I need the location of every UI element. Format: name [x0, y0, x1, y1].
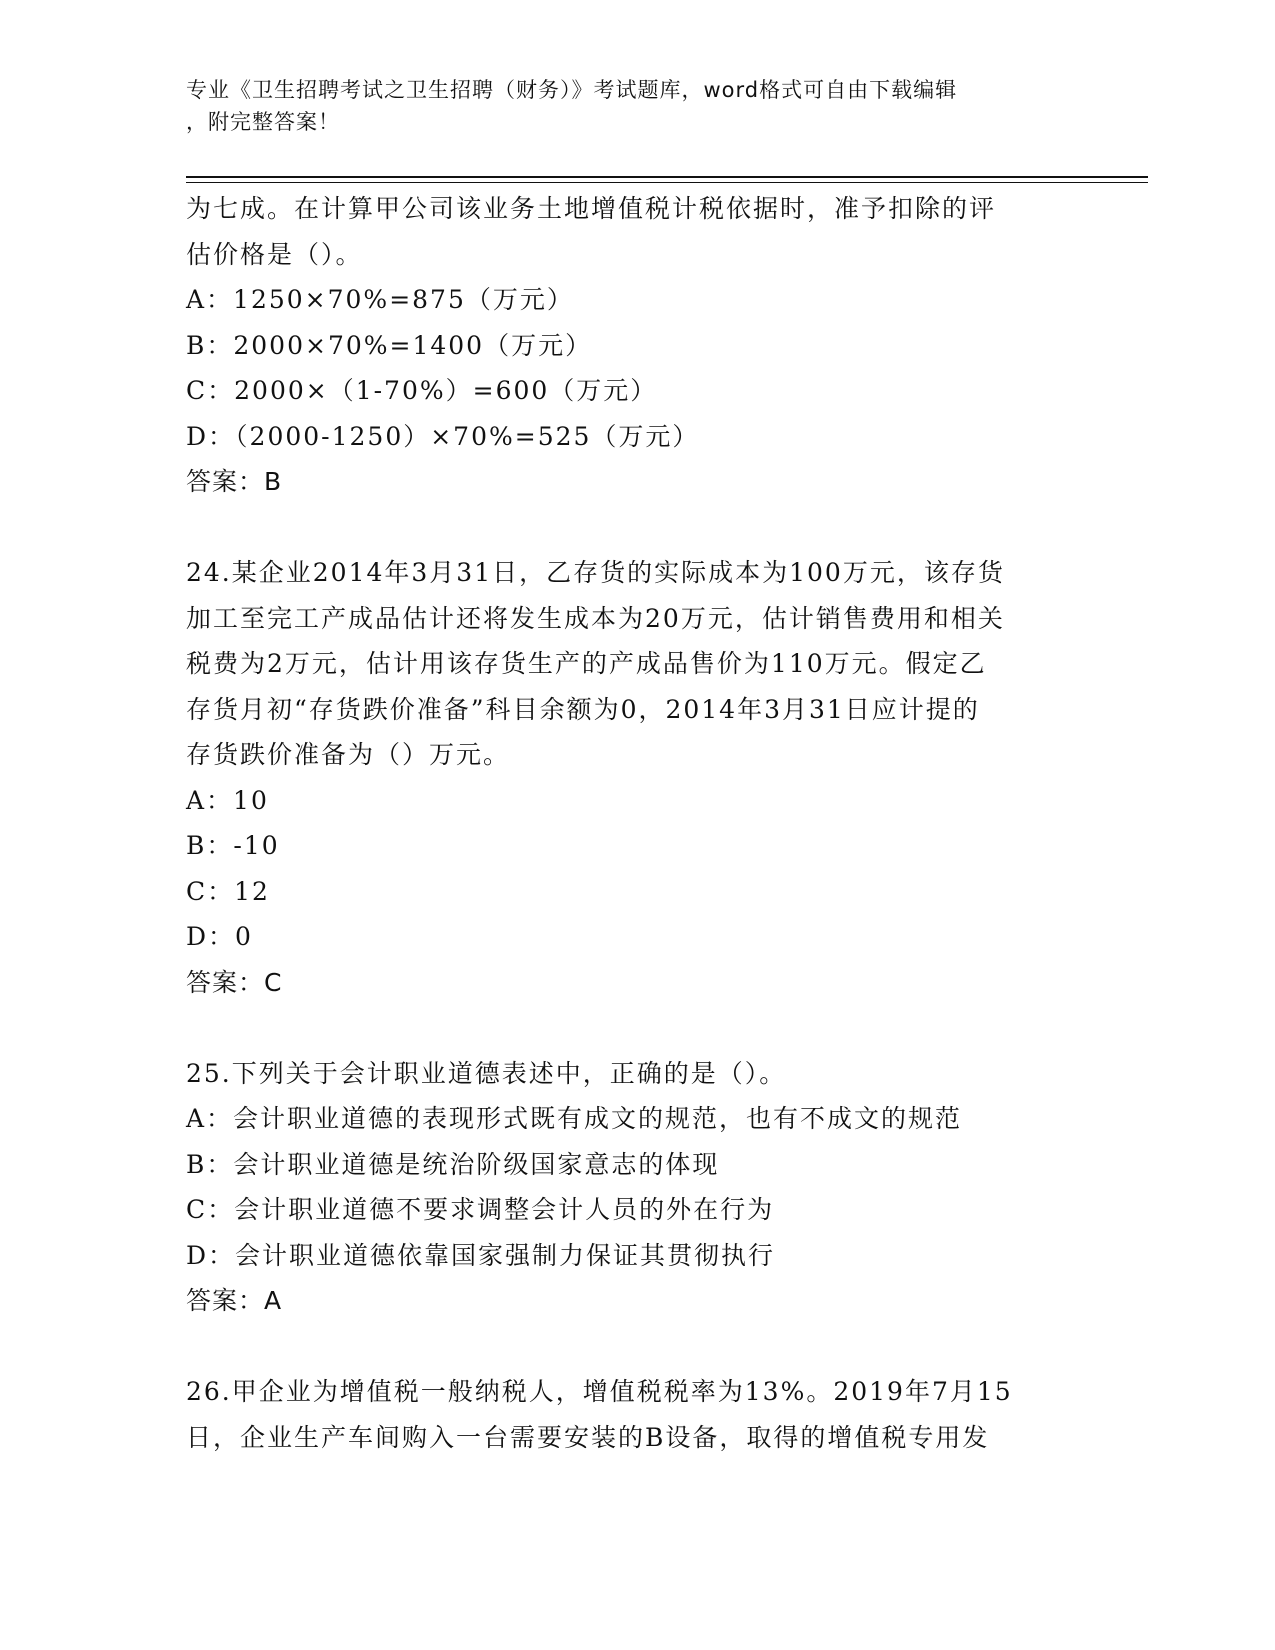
spacer [186, 505, 1086, 551]
option-d: D：会计职业道德依靠国家强制力保证其贯彻执行 [186, 1240, 776, 1270]
option-a: A：10 [186, 785, 269, 815]
document-header [186, 74, 1066, 138]
question-text: 25.下列关于会计职业道德表述中，正确的是（）。 [186, 1058, 787, 1088]
question-text: 存货月初“存货跌价准备”科目余额为0，2014年3月31日应计提的 [186, 694, 980, 724]
answer: 答案：C [186, 967, 283, 997]
question-text: 估价格是（）。 [186, 239, 363, 269]
option-b: B：-10 [186, 831, 280, 860]
question-text: 日，企业生产车间购入一台需要安装的B设备，取得的增值税专用发 [186, 1422, 990, 1452]
option-b: B：会计职业道德是统治阶级国家意志的体现 [186, 1149, 720, 1179]
option-a: A：1250×70%=875（万元） [186, 285, 574, 314]
question-text: 24.某企业2014年3月31日，乙存货的实际成本为100万元，该存货 [186, 558, 1005, 587]
question-23 [186, 186, 1086, 505]
option-a: A：会计职业道德的表现形式既有成文的规范，也有不成文的规范 [186, 1104, 963, 1133]
header-line-2: ，附完整答案！ [186, 110, 340, 134]
header-line-1: 专业《卫生招聘考试之卫生招聘（财务）》考试题库，word格式可自由下载编辑 [186, 78, 958, 102]
option-b: B：2000×70%=1400（万元） [186, 330, 593, 360]
answer: 答案：A [186, 1286, 283, 1315]
option-c: C：2000×（1-70%）=600（万元） [186, 376, 658, 405]
question-text: 存货跌价准备为（）万元。 [186, 740, 511, 769]
option-c: C：12 [186, 876, 270, 906]
question-text: 26.甲企业为增值税一般纳税人，增值税税率为13%。2019年7月15 [186, 1377, 1013, 1406]
spacer [186, 1005, 1086, 1051]
question-text: 为七成。在计算甲公司该业务土地增值税计税依据时，准予扣除的评 [186, 194, 997, 223]
question-25 [186, 1051, 1086, 1324]
spacer [186, 1324, 1086, 1370]
header-divider-thick [186, 176, 1148, 178]
option-c: C：会计职业道德不要求调整会计人员的外在行为 [186, 1195, 775, 1224]
option-d: D：（2000-1250）×70%=525（万元） [186, 421, 700, 451]
question-26 [186, 1369, 1086, 1460]
question-24 [186, 550, 1086, 1005]
document-body [186, 186, 1086, 1460]
question-text: 税费为2万元，估计用该存货生产的产成品售价为110万元。假定乙 [186, 649, 987, 678]
header-divider-thin [186, 182, 1148, 183]
question-text: 加工至完工产成品估计还将发生成本为20万元，估计销售费用和相关 [186, 603, 1005, 633]
option-d: D：0 [186, 922, 253, 951]
answer: 答案：B [186, 467, 283, 496]
